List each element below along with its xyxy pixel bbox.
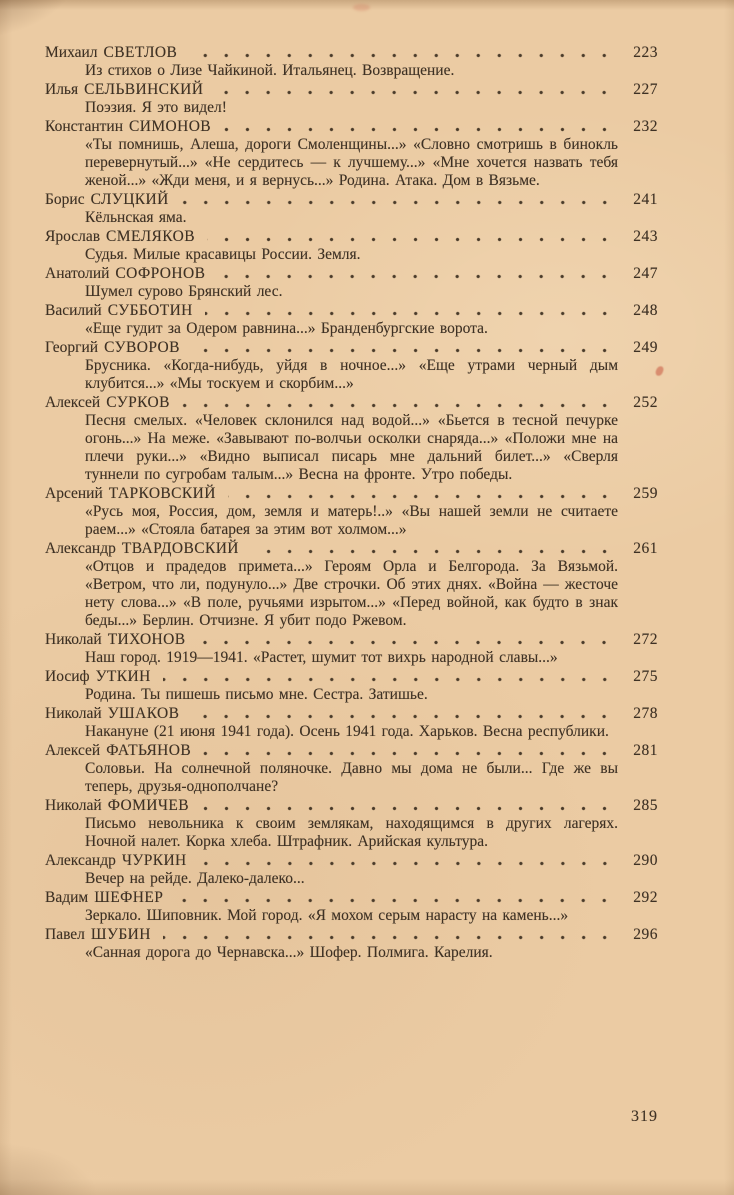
- entry-page-number: 249: [633, 339, 658, 356]
- author-given-name: Георгий: [45, 339, 99, 356]
- toc-entry-author-row: [45, 118, 658, 136]
- author-surname: СУББОТИН: [107, 302, 193, 319]
- entry-works: «Русь моя, Россия, дом, земля и матерь!..» «Вы нашей земли не считаете раем...» «Стояла батарея за этим вот холмом...»: [85, 503, 618, 538]
- dot-leader: [192, 348, 623, 353]
- toc-entry: [45, 81, 658, 117]
- dot-leader: [182, 403, 623, 408]
- dot-leader: [163, 677, 623, 682]
- author-given-name: Ярослав: [45, 228, 101, 245]
- author-given-name: Арсений: [45, 485, 103, 502]
- dot-leader: [191, 714, 623, 719]
- dot-leader: [181, 200, 623, 205]
- entry-works: Брусника. «Когда-нибудь, уйдя в ночное...» «Еще утрами черный дым клубится...» «Мы тоскуем и скорбим...»: [85, 357, 618, 392]
- dot-leader: [175, 898, 623, 903]
- entry-works: Зеркало. Шиповник. Мой город. «Я мохом серым нарасту на камень...»: [85, 907, 569, 924]
- entry-page-number: 285: [633, 797, 658, 814]
- toc-entry: [45, 926, 658, 962]
- entry-page-number: 259: [633, 485, 658, 502]
- entry-works: Песня смелых. «Человек склонился над водой...» «Бьется в тесной печурке огонь...» На меже. «Завывают по-волчьи осколки снаряда...» «Положи мне на плечи руки...» «Видно выписал писарь мне дальний билет...» «Сверля туннели по сугробам талым...» Весна на фронте. Утро победы.: [85, 412, 618, 483]
- author-surname: УШАКОВ: [107, 705, 180, 722]
- entry-works: Из стихов о Лизе Чайкиной. Итальянец. Возвращение.: [85, 62, 455, 79]
- author-surname: СОФРОНОВ: [115, 265, 206, 282]
- entry-page-number: 278: [633, 705, 658, 722]
- toc-entry: [45, 485, 658, 539]
- author-surname: СЛУЦКИЙ: [90, 191, 169, 208]
- author-surname: СИМОНОВ: [129, 118, 212, 135]
- entry-works: Письмо невольника к своим землякам, находящимся в других лагерях. Ночной налет. Корка хлеба. Штрафник. Арийская культура.: [85, 815, 618, 850]
- entry-works: Судья. Милые красавицы России. Земля.: [85, 246, 361, 263]
- toc-entry: [45, 540, 658, 630]
- entry-page-number: 227: [633, 81, 658, 98]
- toc-entry-author-row: [45, 668, 658, 686]
- entry-works: «Санная дорога до Чернавска...» Шофер. Полмига. Карелия.: [85, 944, 493, 961]
- toc-entry-author-row: [45, 191, 658, 209]
- entry-works: «Ты помнишь, Алеша, дороги Смоленщины...» «Словно смотришь в бинокль перевернутый...» «Не сердитесь — к лучшему...» «Мне хочется назвать тебя женой...» «Жди меня, и я вернусь...» Родина. Атака. Дом в Вязьме.: [85, 136, 618, 189]
- author-surname: ЧУРКИН: [121, 852, 187, 869]
- dot-leader: [223, 127, 623, 132]
- entry-page-number: 232: [633, 118, 658, 135]
- toc-entry: [45, 339, 658, 393]
- entry-works: Кёльнская яма.: [85, 209, 187, 226]
- toc-entry: [45, 889, 658, 925]
- dot-leader: [189, 53, 623, 58]
- toc-entry: [45, 742, 658, 796]
- red-ink-smudge: [353, 4, 370, 11]
- entry-page-number: 241: [633, 191, 658, 208]
- entry-page-number: 261: [633, 540, 658, 557]
- author-surname: ШЕФНЕР: [94, 889, 164, 906]
- toc-entry-author-row: [45, 44, 658, 62]
- author-given-name: Иосиф: [45, 668, 90, 685]
- entry-page-number: 272: [633, 631, 658, 648]
- entry-page-number: 248: [633, 302, 658, 319]
- toc-entry: [45, 852, 658, 888]
- author-surname: СВЕТЛОВ: [103, 44, 178, 61]
- entry-works: Накануне (21 июня 1941 года). Осень 1941 года. Харьков. Весна республики.: [85, 723, 609, 740]
- toc-entry-author-row: [45, 81, 658, 99]
- author-surname: СУВОРОВ: [104, 339, 180, 356]
- entry-page-number: 247: [633, 265, 658, 282]
- author-given-name: Александр: [45, 852, 116, 869]
- toc-entry: [45, 265, 658, 301]
- author-given-name: Константин: [45, 118, 123, 135]
- author-given-name: Николай: [45, 631, 102, 648]
- toc-entry-author-row: [45, 852, 658, 870]
- toc-entry: [45, 797, 658, 851]
- author-surname: СЕЛЬВИНСКИЙ: [84, 81, 204, 98]
- toc-entry-author-row: [45, 705, 658, 723]
- entry-works: Шумел сурово Брянский лес.: [85, 283, 283, 300]
- author-given-name: Вадим: [45, 889, 89, 906]
- toc-entry-author-row: [45, 228, 658, 246]
- toc-entry: [45, 631, 658, 667]
- entry-page-number: 223: [633, 44, 658, 61]
- author-surname: ШУБИН: [90, 926, 151, 943]
- entry-page-number: 275: [633, 668, 658, 685]
- author-given-name: Николай: [45, 705, 102, 722]
- author-surname: СМЕЛЯКОВ: [106, 228, 195, 245]
- entry-page-number: 243: [633, 228, 658, 245]
- author-given-name: Николай: [45, 797, 102, 814]
- entry-works: Соловьи. На солнечной поляночке. Давно мы дома не были... Где же вы теперь, друзья-однополчане?: [85, 760, 618, 795]
- toc-entry-author-row: [45, 339, 658, 357]
- dot-leader: [215, 90, 623, 95]
- entry-works: Поэзия. Я это видел!: [85, 99, 227, 116]
- author-surname: ФАТЬЯНОВ: [106, 742, 192, 759]
- dot-leader: [197, 640, 623, 645]
- entry-page-number: 281: [633, 742, 658, 759]
- entry-works: «Отцов и прадедов примета...» Героям Орла и Белгорода. За Вязьмой. «Ветром, что ли, подунуло...» Две строчки. Об этих днях. «Война — жесточе нету слова...» «В поле, ручьями изрытом...» «Перед войной, как будто в знак беды...» Берлин. Отчизне. Я убит подо Ржевом.: [85, 558, 618, 629]
- dot-leader: [163, 935, 623, 940]
- toc-entry-author-row: [45, 926, 658, 944]
- dot-leader: [201, 806, 623, 811]
- toc-entry: [45, 118, 658, 190]
- author-surname: ТАРКОВСКИЙ: [108, 485, 216, 502]
- entry-works: Родина. Ты пишешь письмо мне. Сестра. Затишье.: [85, 686, 428, 703]
- toc-entry-author-row: [45, 540, 658, 558]
- entry-works: Наш город. 1919—1941. «Растет, шумит тот вихрь народной славы...»: [85, 649, 558, 666]
- author-given-name: Михаил: [45, 44, 98, 61]
- author-given-name: Борис: [45, 191, 85, 208]
- toc-entry-author-row: [45, 742, 658, 760]
- dot-leader: [203, 751, 623, 756]
- toc-entry-author-row: [45, 889, 658, 907]
- toc-entry-author-row: [45, 302, 658, 320]
- dot-leader: [251, 549, 623, 554]
- toc-entry: [45, 228, 658, 264]
- toc-entry-author-row: [45, 631, 658, 649]
- dot-leader: [205, 311, 623, 316]
- author-surname: ТИХОНОВ: [107, 631, 186, 648]
- entry-page-number: 252: [633, 394, 658, 411]
- toc-entry-author-row: [45, 485, 658, 503]
- toc-entry-author-row: [45, 265, 658, 283]
- toc-entry: [45, 302, 658, 338]
- dot-leader: [228, 494, 623, 499]
- toc-entry: [45, 44, 658, 80]
- author-given-name: Василий: [45, 302, 102, 319]
- author-surname: СУРКОВ: [106, 394, 170, 411]
- author-surname: УТКИН: [95, 668, 151, 685]
- entry-page-number: 290: [633, 852, 658, 869]
- entry-page-number: 292: [633, 889, 658, 906]
- author-surname: ТВАРДОВСКИЙ: [121, 540, 239, 557]
- author-surname: ФОМИЧЕВ: [107, 797, 189, 814]
- author-given-name: Александр: [45, 540, 116, 557]
- toc-entry: [45, 191, 658, 227]
- author-given-name: Павел: [45, 926, 85, 943]
- author-given-name: Алексей: [45, 742, 101, 759]
- toc-entry: [45, 394, 658, 484]
- toc-entry: [45, 705, 658, 741]
- author-given-name: Алексей: [45, 394, 101, 411]
- toc-entry-author-row: [45, 394, 658, 412]
- entry-works: «Еще гудит за Одером равнина...» Бранденбургские ворота.: [85, 320, 488, 337]
- author-given-name: Илья: [45, 81, 79, 98]
- folio-page-number: 319: [631, 1108, 658, 1125]
- toc-entry: [45, 668, 658, 704]
- toc-list: [45, 44, 658, 963]
- dot-leader: [207, 237, 623, 242]
- toc-entry-author-row: [45, 797, 658, 815]
- dot-leader: [199, 861, 623, 866]
- author-given-name: Анатолий: [45, 265, 110, 282]
- entry-page-number: 296: [633, 926, 658, 943]
- entry-works: Вечер на рейде. Далеко-далеко...: [85, 870, 305, 887]
- dot-leader: [217, 274, 623, 279]
